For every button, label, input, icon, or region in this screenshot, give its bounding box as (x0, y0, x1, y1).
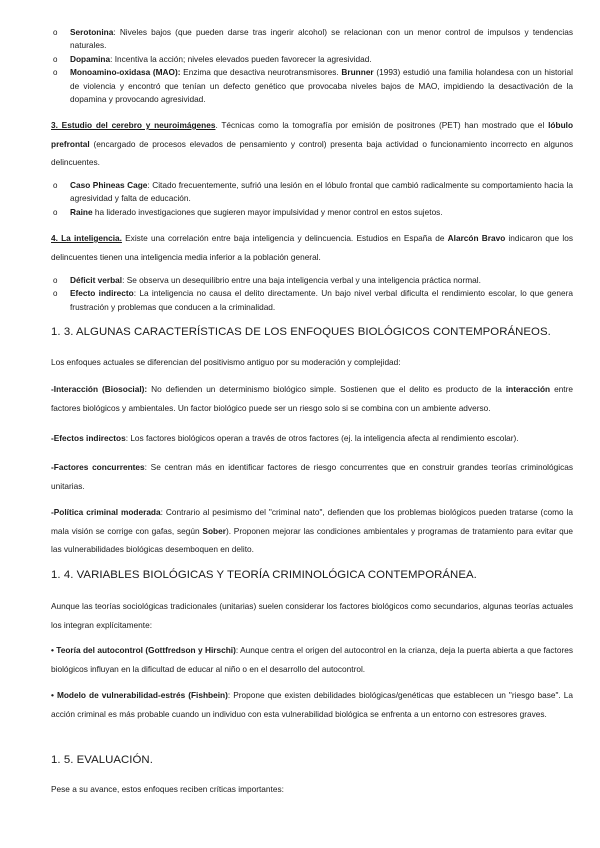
para-text: : Se centran más en identificar factores de riesgo concurrentes que en construir grandes teorías criminológicas unitarias. (51, 462, 574, 491)
list-item-mao (51, 66, 573, 106)
bullet-icon: o (53, 207, 58, 217)
item-text: : Se observa un desequilibrio entre una baja inteligencia verbal y una inteligencia práctica normal. (122, 275, 481, 285)
section-heading-1-3: 1. 3. ALGUNAS CARACTERÍSTICAS DE LOS ENFOQUES BIOLÓGICOS CONTEMPORÁNEOS. (51, 326, 551, 338)
term: -Interacción (Biosocial): (51, 384, 148, 394)
neurotransmitter-list (51, 26, 573, 106)
item-text: : Niveles bajos (que pueden darse tras ingerir alcohol) se relacionan con un menor control de impulsos y tendencias naturales. (70, 27, 573, 51)
para-text: entre factores biológicos y ambientales. Un factor biológico puede ser un riesgo solo si se combina con un ambiente adverso. (51, 384, 573, 413)
paragraph-autocontrol (51, 641, 573, 678)
term: Serotonina (70, 27, 114, 37)
term: -Efectos indirectos (51, 433, 126, 443)
para-text: indicaron que los delincuentes tienen una inteligencia media inferior a la población general. (51, 233, 573, 262)
term-brunner: Brunner (341, 67, 374, 78)
term: • Teoría del autocontrol (Gottfredson y Hirschi) (51, 645, 236, 655)
bullet-icon: o (53, 181, 58, 190)
list-item-deficit (51, 274, 573, 287)
paragraph-1-4-intro: Aunque las teorías sociológicas tradicionales (unitarias) suelen considerar los factores biológicos como secundarios, algunas teorías actuales los integran explícitamente: (51, 601, 573, 630)
bullet-icon: o (53, 289, 58, 299)
term: -Factores concurrentes (51, 462, 145, 472)
term: Monoamino-oxidasa (MAO): (70, 67, 181, 78)
paragraph-vulnerabilidad (51, 686, 573, 723)
para-text: No defienden un determinismo biológico simple. Sostienen que el delito es producto de la (147, 384, 506, 394)
term: • Modelo de vulnerabilidad-estrés (Fishbein) (51, 690, 228, 700)
term: Dopamina (70, 53, 111, 64)
list-item-dopamina (51, 53, 573, 66)
term-sober: Sober (202, 525, 226, 536)
term-interaccion: interacción (505, 384, 551, 394)
item-text: (1993) estudió una familia holandesa con un historial de violencia y encontró que tenían un defecto genético que provocaba niveles bajos de MAO, impidiendo la desactivación de la dopamina y provocando agresividad. (70, 67, 573, 105)
list-item-phineas (51, 179, 573, 206)
paragraph-1-5-intro: Pese a su avance, estos enfoques reciben críticas importantes: (51, 784, 284, 794)
cerebro-list (51, 179, 573, 219)
paragraph-politica-criminal (51, 503, 573, 559)
list-item-serotonina (51, 26, 573, 53)
list-item-raine (51, 206, 573, 219)
list-item-efecto (51, 287, 573, 314)
section-heading-1-4: 1. 4. VARIABLES BIOLÓGICAS Y TEORÍA CRIMINOLÓGICA CONTEMPORÁNEA. (51, 569, 477, 581)
paragraph-efectos-indirectos (51, 432, 573, 445)
paragraph-1-3-intro: Los enfoques actuales se diferencian del positivismo antiguo por su moderación y complejidad: (51, 357, 401, 367)
para-text: . Técnicas como la tomografía por emisión de positrones (PET) han mostrado que el (215, 120, 549, 130)
term: Raine (70, 206, 93, 217)
bullet-icon: o (53, 28, 58, 37)
term-lobulo: lóbulo prefrontal (51, 120, 574, 149)
para-text: : Los factores biológicos operan a través de otros factores (ej. la inteligencia afecta al rendimiento escolar). (125, 433, 519, 443)
term: -Política criminal moderada (51, 507, 161, 517)
term-alarcon: Alarcón Bravo (447, 233, 506, 243)
inteligencia-list (51, 274, 573, 314)
bullet-icon: o (53, 68, 58, 78)
item-text: ha liderado investigaciones que sugieren mayor impulsividad y menor control en estos sujetos. (92, 206, 443, 217)
paragraph-neuroimagenes (51, 116, 573, 172)
paragraph-factores-concurrentes (51, 458, 573, 495)
term: Déficit verbal (70, 275, 123, 285)
term: Caso Phineas Cage (70, 180, 148, 190)
bullet-icon: o (53, 54, 58, 64)
item-text: : Citado frecuentemente, sufrió una lesión en el lóbulo frontal que cambió radicalmente su comportamiento hacia la agresividad y falta de educación. (70, 180, 573, 204)
bullet-icon: o (53, 276, 58, 285)
para-text: ). Proponen mejorar las condiciones ambientales y programas de tratamiento para evitar que las vulnerabilidades biológicas desemboquen en delito. (51, 525, 573, 554)
paragraph-inteligencia (51, 229, 573, 266)
term: Efecto indirecto (70, 288, 134, 299)
para-text: : Contrario al pesimismo del "criminal nato", defienden que los problemas biológicos pueden tratarse (como la mala visión se corrige con gafas, según (51, 507, 573, 536)
para-text: Existe una correlación entre baja inteligencia y delincuencia. Estudios en España de (121, 233, 448, 243)
para-text: (encargado de procesos elevados de pensamiento y control) presenta baja actividad o funcionamiento incorrecto en algunos delincuentes. (51, 138, 573, 167)
para-text: : Propone que existen debilidades biológicas/genéticas que establecen un "riesgo base". La acción criminal es más probable cuando un individuo con esta vulnerabilidad biológica se enfrenta a un entorno con estresores graves. (51, 690, 573, 719)
item-text: : Incentiva la acción; niveles elevados pueden favorecer la agresividad. (110, 53, 372, 64)
section-heading-1-5: 1. 5. EVALUACIÓN. (51, 754, 153, 766)
item-text: Enzima que desactiva neurotransmisores. (180, 67, 342, 78)
item-text: : La inteligencia no causa el delito directamente. Un bajo nivel verbal dificulta el rendimiento escolar, lo que genera frustración y problemas que conducen a la criminalidad. (70, 288, 574, 312)
subheading: 4. La inteligencia. (51, 233, 122, 243)
paragraph-interaccion (51, 380, 573, 417)
subheading: 3. Estudio del cerebro y neuroimágenes (51, 120, 216, 130)
para-text: : Aunque centra el origen del autocontrol en la crianza, deja la puerta abierta a que factores biológicos influyan en la dificultad de educar al niño o en el desarrollo del autocontrol. (51, 645, 573, 674)
